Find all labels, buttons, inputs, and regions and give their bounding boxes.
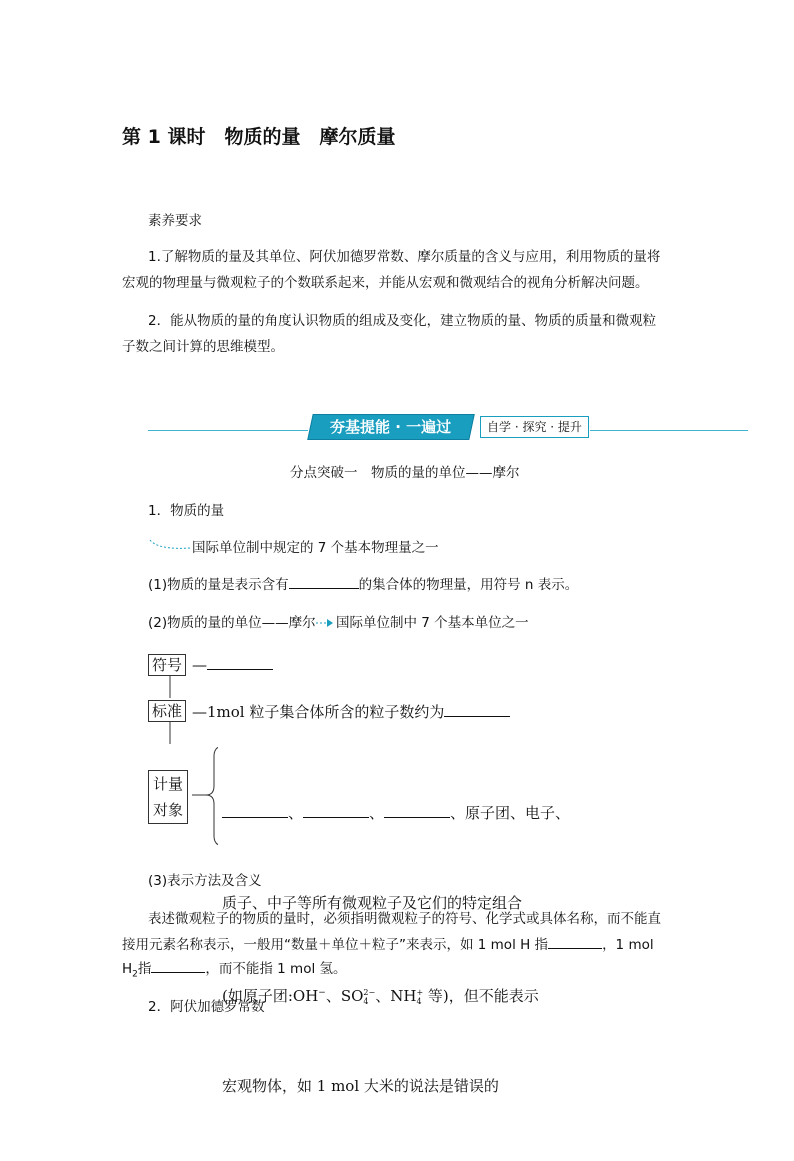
arrow-icon — [315, 616, 335, 630]
standard-box: 标准 — [148, 700, 186, 722]
item-1-heading: 1．物质的量 — [148, 503, 225, 519]
annotation-1: 国际单位制中规定的 7 个基本物理量之一 — [192, 540, 439, 556]
standard-row: —1mol 粒子集合体所含的粒子数约为 — [192, 701, 510, 723]
annotation-arrow-1 — [148, 536, 192, 554]
banner-rule-left — [148, 430, 308, 431]
blank-obj-3 — [384, 804, 450, 818]
object-line-3: (如原子团:OH−、SO 2− 4 、NH + 4 等)，但不能表示 — [222, 987, 539, 1006]
requirement-2-line-1: 2．能从物质的量的角度认识物质的组成及变化，建立物质的量、物质的质量和微观粒 — [148, 313, 657, 329]
requirement-1-line-2: 宏观的物理量与微观粒子的个数联系起来，并能从宏观和微观结合的视角分析解决问题。 — [122, 275, 649, 291]
item-2-heading: 2．阿伏加德罗常数 — [148, 999, 265, 1015]
object-line-2: 质子、中子等所有微观粒子及它们的特定组合 — [222, 894, 523, 912]
blank-obj-2 — [303, 804, 369, 818]
banner-rule-right — [590, 430, 748, 431]
object-box — [148, 770, 188, 824]
blank-symbol — [207, 656, 273, 670]
blank-standard — [444, 703, 510, 717]
requirement-2-line-2: 子数之间计算的思维模型。 — [122, 339, 284, 355]
part-3-line-3: $H_2$指 ，而不能指 1 mol 氢。 — [122, 961, 347, 980]
blank-obj-1 — [222, 804, 288, 818]
part-3-line-1: 表述微观粒子的物质的量时，必须指明微观粒子的符号、化学式或具体名称，而不能直 — [148, 911, 661, 927]
part-3-heading: (3)表示方法及含义 — [148, 873, 262, 889]
object-label-2: 对象 — [153, 801, 184, 819]
requirement-1-line-1: 1.了解物质的量及其单位、阿伏加德罗常数、摩尔质量的含义与应用，利用物质的量将 — [148, 249, 661, 265]
symbol-row: — — [192, 654, 273, 676]
annotation-2: 国际单位制中 7 个基本单位之一 — [336, 615, 529, 631]
symbol-box: 符号 — [148, 654, 186, 676]
banner-main: 夯基提能 · 一遍过 — [307, 414, 475, 440]
page-title: 第 1 课时 物质的量 摩尔质量 — [122, 126, 396, 148]
item-1-part-1: (1)物质的量是表示含有 的集合体的物理量，用符号 n 表示。 — [148, 577, 579, 593]
part-3-line-2: 接用元素名称表示，一般用“数量＋单位＋粒子”来表示，如 1 mol H 指 ，1 mol — [122, 937, 654, 953]
item-1-part-2: (2)物质的量的单位——摩尔 — [148, 615, 316, 631]
blank-1 — [289, 575, 359, 589]
blank-h2 — [151, 959, 205, 973]
blank-h — [548, 935, 602, 949]
banner-side: 自学 · 探究 · 提升 — [480, 416, 589, 438]
literacy-heading: 素养要求 — [148, 213, 202, 229]
section-title: 分点突破一 物质的量的单位——摩尔 — [290, 465, 520, 481]
object-label-1: 计量 — [153, 775, 184, 793]
object-line-4: 宏观物体，如 1 mol 大米的说法是错误的 — [222, 1077, 499, 1095]
object-line-1: 、 、 、原子团、电子、 — [222, 798, 570, 828]
